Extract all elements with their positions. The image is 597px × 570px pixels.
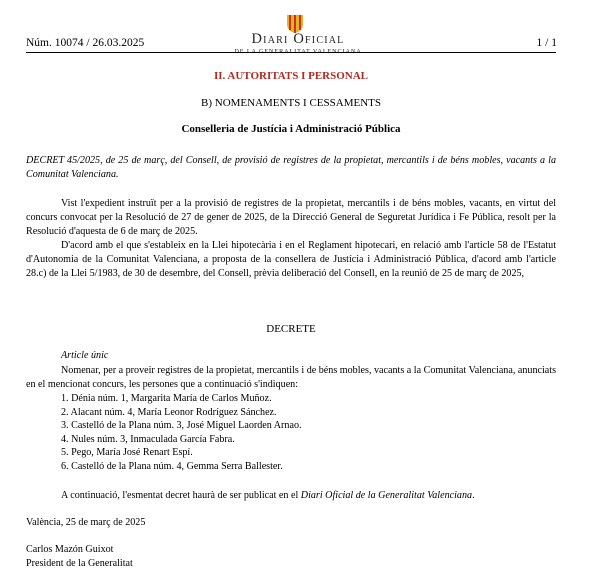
paragraph-1: [26, 197, 556, 239]
closing-paragraph: [61, 490, 475, 501]
department-heading: Conselleria de Justícia i Administració Pública: [26, 123, 556, 135]
list-item: 1. Dénia núm. 1, Margarita María de Carlos Muñoz.: [61, 392, 302, 406]
closing-suffix: .: [472, 490, 475, 501]
closing-prefix: A continuació, l'esmentat decret haurà de ser publicat en el: [61, 490, 301, 501]
signatory-role: President de la Generalitat: [26, 557, 133, 570]
logo-subtitle: DE LA GENERALITAT VALENCIANA: [228, 48, 368, 55]
logo-title: Diari Oficial: [228, 31, 368, 48]
page-indicator: 1 / 1: [537, 37, 557, 49]
journal-name: Diari Oficial de la Generalitat Valenciana: [301, 490, 472, 501]
journal-logo: [228, 14, 368, 54]
place-date: València, 25 de març de 2025: [26, 517, 145, 528]
signature-block: [26, 543, 133, 570]
list-item: 5. Pego, María José Renart Espí.: [61, 446, 302, 460]
paragraph-2-text: D'acord amb el que s'estableix en la Llei hipotecària i en el Reglament hipotecari, en relació amb l'article 58 de l'Estatut d'Autonomia de la Comunitat Valenciana, a proposta de la consellera de Justícia i Administració Pública, d'acord amb l'article 28.c) de la Llei 5/1983, de 30 de desembre, del Consell, prèvia deliberació del Consell, en la reunió de 25 de març de 2025,: [26, 240, 556, 279]
article-title: Article únic: [61, 350, 108, 361]
paragraph-1-text: Vist l'expedient instruït per a la provisió de registres de la propietat, mercantils i de béns mobles, vacants, en virtut del concurs convocat per la Resolució de 27 de gener de 2025, de la Direcció General de Seguretat Jurídica i Fe Pública, resolt per la Resolució d'aquesta de 6 de març de 2025.: [26, 198, 556, 237]
appointments-list: [61, 392, 302, 474]
signatory-name: Carlos Mazón Guixot: [26, 543, 133, 557]
article-text-body: Nomenar, per a proveir registres de la propietat, mercantils i de béns mobles, vacants a la Comunitat Valenciana, anunciats en el mencionat concurs, les persones que a continuació s'indiquen:: [26, 365, 556, 390]
issue-number: Núm. 10074 / 26.03.2025: [26, 37, 144, 49]
section-heading: II. AUTORITATS I PERSONAL: [26, 70, 556, 82]
paragraph-2: [26, 239, 556, 281]
decree-title: DECRET 45/2025, de 25 de març, del Consell, de provisió de registres de la propietat, mercantils i de béns mobles, vacants a la Comunitat Valenciana.: [26, 154, 556, 182]
header-divider: [26, 52, 556, 53]
list-item: 2. Alacant núm. 4, María Leonor Rodríguez Sánchez.: [61, 406, 302, 420]
decree-heading: DECRETE: [26, 323, 556, 335]
list-item: 6. Castelló de la Plana núm. 4, Gemma Serra Ballester.: [61, 460, 302, 474]
list-item: 3. Castelló de la Plana núm. 3, José Miguel Laorden Arnao.: [61, 419, 302, 433]
article-text: [26, 364, 556, 392]
subsection-heading: B) NOMENAMENTS I CESSAMENTS: [26, 97, 556, 109]
list-item: 4. Nules núm. 3, Inmaculada García Fabra.: [61, 433, 302, 447]
